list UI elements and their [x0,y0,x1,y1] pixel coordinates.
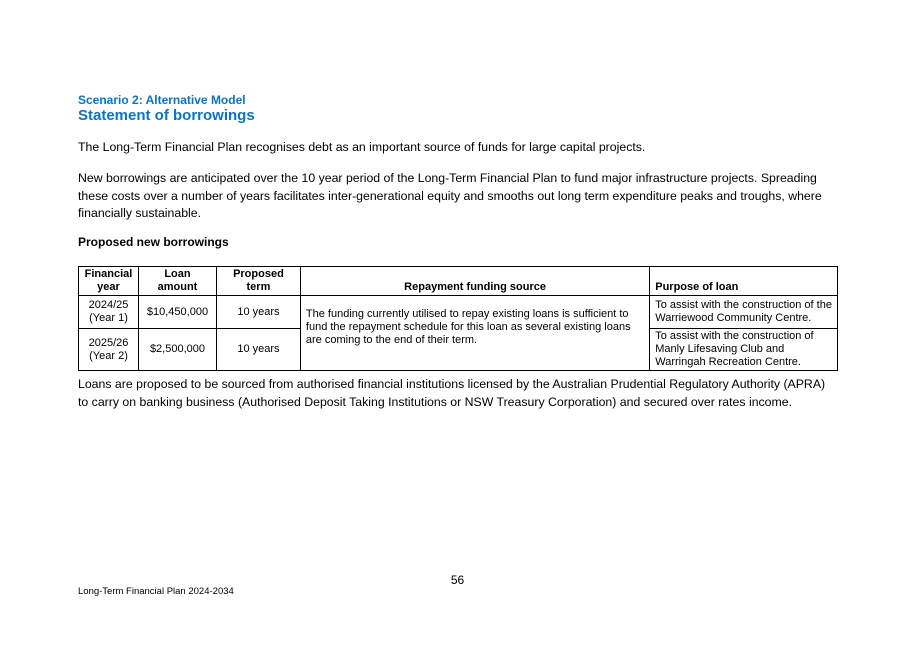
cell-proposed-term: 10 years [216,329,300,371]
cell-financial-year: 2024/25 (Year 1) [79,296,139,329]
intro-paragraph-1: The Long-Term Financial Plan recognises debt as an important source of funds for large capital projects. [78,140,646,154]
cell-financial-year: 2025/26 (Year 2) [79,329,139,371]
column-header-purpose: Purpose of loan [650,267,838,296]
page-number: 56 [450,573,465,587]
column-header-proposed-term: Proposed term [216,267,300,296]
column-header-financial-year: Financial year [79,267,139,296]
cell-loan-amount: $2,500,000 [138,329,216,371]
column-header-repayment-source: Repayment funding source [300,267,649,296]
footer-document-title: Long-Term Financial Plan 2024-2034 [78,586,234,597]
intro-paragraph-2: New borrowings are anticipated over the 10 year period of the Long-Term Financial Plan to fund major infrastructure projects. Spreading these costs over a number of years facilitates inter-generational equity and smooths out long term expenditure peaks and troughs, where financially sustainable. [78,171,822,220]
column-header-loan-amount: Loan amount [138,267,216,296]
cell-proposed-term: 10 years [216,296,300,329]
table-row [79,296,838,329]
borrowings-table [78,266,838,371]
cell-purpose: To assist with the construction of Manly Lifesaving Club and Warringah Recreation Centre. [650,329,838,371]
section-subtitle: Scenario 2: Alternative Model [78,93,246,107]
borrowings-heading: Proposed new borrowings [78,235,229,249]
table-header-row [79,267,838,296]
cell-repayment-source: The funding currently utilised to repay existing loans is sufficient to fund the repayment schedule for this loan as several existing loans are coming to the end of their term. [300,296,649,371]
page-title: Statement of borrowings [78,107,255,124]
cell-purpose: To assist with the construction of the Warriewood Community Centre. [650,296,838,329]
cell-loan-amount: $10,450,000 [138,296,216,329]
closing-paragraph: Loans are proposed to be sourced from authorised financial institutions licensed by the Australian Prudential Regulatory Authority (APRA) to carry on banking business (Authorised Deposit Taking Institutions or NSW Treasury Corporation) and secured over rates income. [78,377,826,409]
